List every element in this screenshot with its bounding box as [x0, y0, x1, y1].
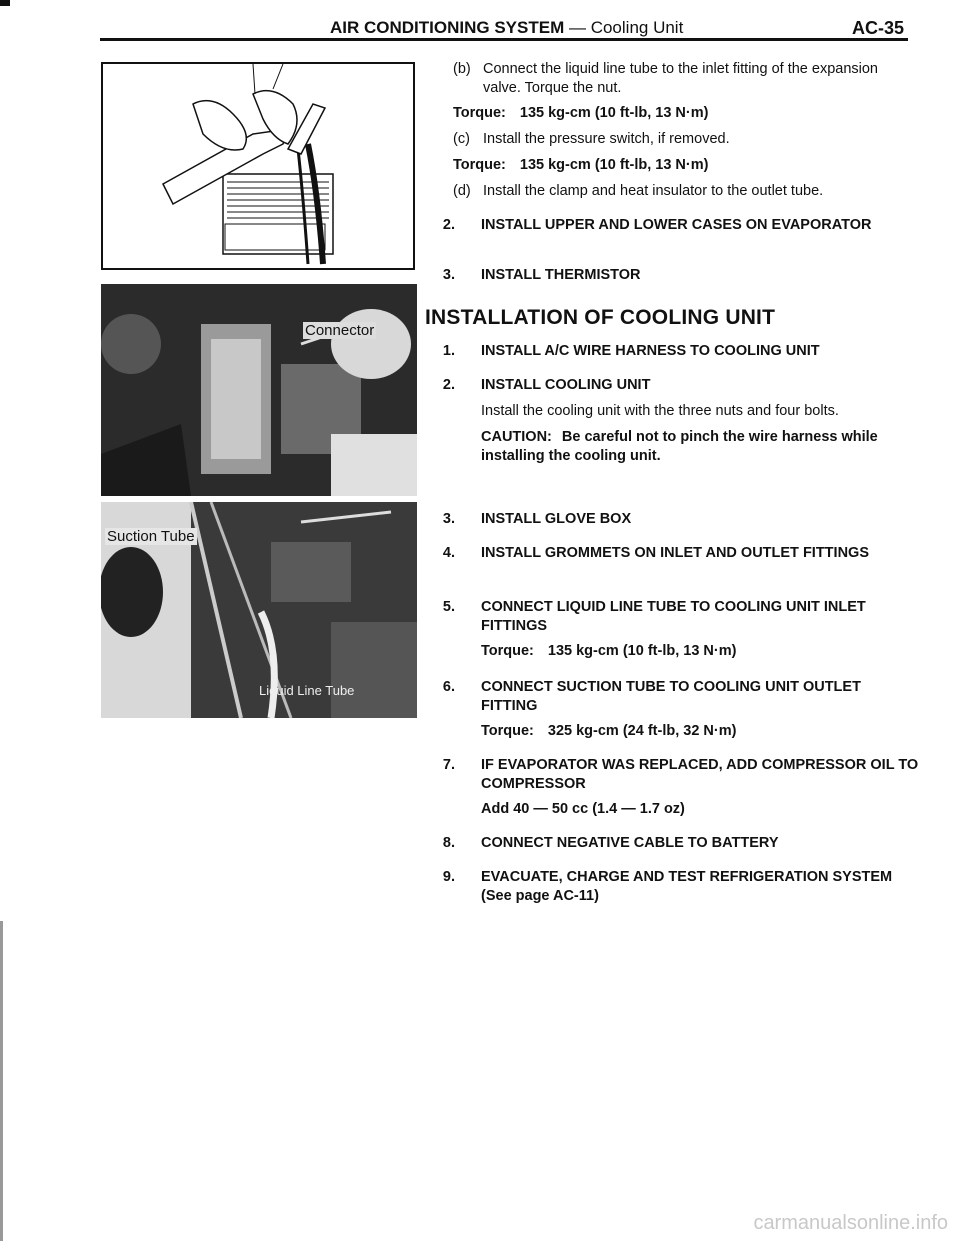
torque-line-5: [481, 642, 736, 661]
step-number: 2.: [442, 377, 455, 393]
caution-text: Be careful not to pinch the wire harness while installing the cooling unit.: [481, 429, 878, 464]
sub-item-text: Connect the liquid line tube to the inlet fitting of the expansion valve. Torque the nut.: [483, 61, 878, 96]
caution-label: CAUTION:: [481, 429, 552, 445]
step-number: 3.: [442, 267, 455, 283]
caution-note: [481, 428, 921, 466]
step-text: IF EVAPORATOR WAS REPLACED, ADD COMPRESSOR OIL TO COMPRESSOR: [481, 757, 919, 792]
step-number: 5.: [442, 599, 455, 615]
step-text: INSTALL UPPER AND LOWER CASES ON EVAPORATOR: [481, 217, 872, 233]
step-text: INSTALL GROMMETS ON INLET AND OUTLET FITTINGS: [481, 545, 869, 561]
torque-line-2: [453, 156, 708, 175]
page-header: [100, 14, 908, 40]
page-edge-mark: [0, 921, 3, 1241]
step-number: 3.: [442, 511, 455, 527]
torque-value: 325 kg-cm (24 ft-lb, 32 N·m): [547, 723, 737, 739]
section-title: INSTALLATION OF COOLING UNIT: [425, 306, 776, 329]
liquid-line-tube-label: Liquid Line Tube: [259, 683, 355, 698]
connector-photo-drawing: [101, 284, 417, 496]
torque-value: 135 kg-cm (10 ft-lb, 13 N·m): [519, 105, 709, 121]
step-text: INSTALL THERMISTOR: [481, 267, 641, 283]
step-2-note: Install the cooling unit with the three nuts and four bolts.: [481, 403, 839, 419]
page-number: AC-35: [851, 18, 904, 38]
footer-watermark: carmanualsonline.info: [753, 1212, 948, 1234]
suction-tube-label: Suction Tube: [107, 528, 195, 545]
sub-item-label: (d): [453, 183, 471, 199]
header-rule: [100, 38, 908, 41]
connector-label: Connector: [305, 322, 375, 339]
torque-label: Torque:: [453, 157, 506, 173]
step-text: CONNECT LIQUID LINE TUBE TO COOLING UNIT INLET FITTINGS: [481, 599, 866, 634]
torque-value: 135 kg-cm (10 ft-lb, 13 N·m): [519, 157, 709, 173]
step-7-note: Add 40 — 50 cc (1.4 — 1.7 oz): [481, 801, 685, 817]
torque-label: Torque:: [453, 105, 506, 121]
step-text: EVACUATE, CHARGE AND TEST REFRIGERATION SYSTEM (See page AC-11): [481, 869, 893, 904]
tubes-photo: [101, 502, 417, 718]
step-number: 2.: [442, 217, 455, 233]
torque-label: Torque:: [481, 723, 534, 739]
step-number: 8.: [442, 835, 455, 851]
step-number: 4.: [442, 545, 455, 561]
step-number: 7.: [442, 757, 455, 773]
sub-item-label: (c): [453, 131, 470, 147]
step-text: INSTALL GLOVE BOX: [481, 511, 632, 527]
connector-photo: [101, 284, 417, 496]
step-number: 1.: [442, 343, 455, 359]
torque-label: Torque:: [481, 643, 534, 659]
page-corner-mark: [0, 0, 10, 6]
step-number: 6.: [442, 679, 455, 695]
wrench-on-evaporator-drawing: [103, 64, 413, 268]
header-title: [330, 18, 683, 38]
header-dash: —: [568, 18, 586, 37]
sub-item-text: Install the clamp and heat insulator to the outlet tube.: [483, 183, 824, 199]
torque-value: 135 kg-cm (10 ft-lb, 13 N·m): [547, 643, 737, 659]
step-text: CONNECT NEGATIVE CABLE TO BATTERY: [481, 835, 779, 851]
header-subtitle: Cooling Unit: [590, 18, 684, 37]
sub-item-text: Install the pressure switch, if removed.: [483, 131, 730, 147]
evaporator-illustration: [101, 62, 415, 270]
sub-item-label: (b): [453, 61, 471, 77]
torque-line-6: [481, 722, 736, 741]
step-text: INSTALL COOLING UNIT: [481, 377, 651, 393]
step-number: 9.: [442, 869, 455, 885]
step-text: CONNECT SUCTION TUBE TO COOLING UNIT OUTLET FITTING: [481, 679, 861, 714]
step-text: INSTALL A/C WIRE HARNESS TO COOLING UNIT: [481, 343, 820, 359]
torque-line-1: [453, 104, 708, 123]
header-title-main: AIR CONDITIONING SYSTEM: [330, 18, 565, 37]
